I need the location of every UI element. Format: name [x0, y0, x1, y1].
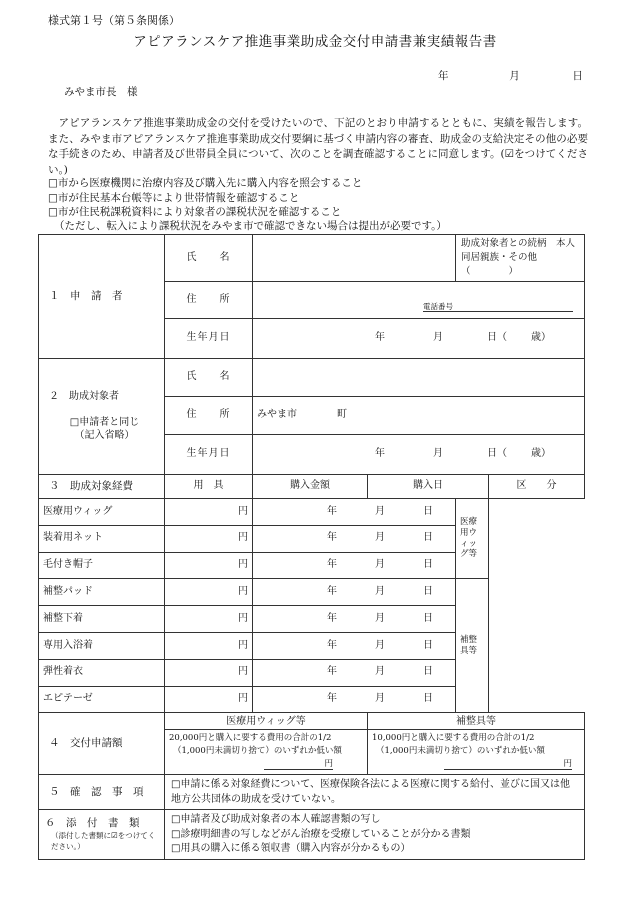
section4-label: ４ 交付申請額 — [39, 713, 165, 775]
expense-year: 年 — [327, 559, 337, 571]
expense-month: 月 — [375, 532, 385, 544]
expense-yen: 円 — [238, 639, 248, 651]
expense-amount-field[interactable] — [165, 552, 253, 579]
target-dob-year: 年 — [375, 448, 385, 460]
consent-check-2[interactable]: □市が住民基本台帳等により世帯情報を確認すること — [48, 191, 300, 204]
expense-item-label: 補整パッド — [39, 579, 165, 606]
category-wig: 医療用ウィッグ等 — [456, 499, 489, 579]
section5-label: ５ 確 認 事 項 — [39, 775, 165, 810]
expense-date-field[interactable] — [253, 579, 456, 606]
consent-check-3[interactable]: □市が住民税課税資料により対象者の課税状況を確認すること — [48, 206, 342, 218]
expense-row — [39, 499, 585, 526]
expense-amount-field[interactable] — [165, 659, 253, 686]
expense-amount-field[interactable] — [165, 525, 253, 552]
section2-label-cell — [39, 359, 165, 475]
expense-date-field[interactable] — [253, 686, 456, 713]
expense-row — [39, 579, 585, 606]
expense-item-label: 医療用ウィッグ — [39, 499, 165, 526]
target-name-field[interactable] — [253, 359, 585, 397]
application-table — [38, 234, 585, 860]
expense-month: 月 — [375, 559, 385, 571]
attach-check-2[interactable]: □診療明細書の写しなどがん治療を受療していることが分かる書類 — [171, 828, 471, 840]
expense-amount-field[interactable] — [165, 606, 253, 633]
expense-amount-field[interactable] — [165, 632, 253, 659]
grant-wig-cell[interactable] — [165, 713, 368, 775]
expense-year: 年 — [327, 639, 337, 651]
target-name-label: 氏 名 — [165, 359, 253, 397]
phone-label: 電話番号 — [423, 302, 573, 312]
expense-day: 日 — [423, 666, 433, 678]
expense-month: 月 — [375, 586, 385, 598]
applicant-dob-field[interactable] — [253, 319, 585, 359]
expense-date-field[interactable] — [253, 525, 456, 552]
expense-yen: 円 — [238, 693, 248, 705]
expense-month: 月 — [375, 612, 385, 624]
attachments-cell — [165, 810, 585, 860]
relation-title: 助成対象者との続柄 本人 — [461, 238, 576, 249]
expense-month: 月 — [375, 505, 385, 517]
expense-date-field[interactable] — [253, 499, 456, 526]
section6-label-cell — [39, 810, 165, 860]
applicant-address-field[interactable] — [253, 282, 585, 319]
expense-year: 年 — [327, 612, 337, 624]
expense-yen: 円 — [238, 532, 248, 544]
col-date-header: 購入日 — [368, 475, 489, 499]
grant-pros-line1: 10,000円と購入に要する費用の合計の1/2 — [372, 733, 535, 744]
col-category-header: 区 分 — [489, 475, 585, 499]
expense-yen: 円 — [238, 666, 248, 678]
expense-month: 月 — [375, 693, 385, 705]
form-id: 様式第１号（第５条関係） — [48, 14, 180, 27]
category-prosthetic: 補整具等 — [456, 579, 489, 713]
expense-item-label: 毛付き帽子 — [39, 552, 165, 579]
grant-wig-line1: 20,000円と購入に要する費用の合計の1/2 — [169, 733, 332, 744]
consent-checklist — [48, 176, 362, 220]
target-dob-age: 歳） — [531, 448, 551, 460]
expense-year: 年 — [327, 693, 337, 705]
grant-wig-header: 医療用ウィッグ等 — [165, 715, 367, 730]
applicant-name-label: 氏 名 — [165, 235, 253, 282]
relation-cell[interactable] — [456, 235, 585, 282]
date-day: 日 — [572, 70, 583, 82]
dob-age: 歳） — [531, 332, 551, 344]
same-as-applicant-note: （記入省略） — [74, 429, 135, 441]
target-dob-field[interactable] — [253, 435, 585, 475]
expense-day: 日 — [423, 612, 433, 624]
expense-year: 年 — [327, 666, 337, 678]
dob-month: 月 — [433, 332, 443, 344]
same-as-applicant-check[interactable]: □申請者と同じ — [69, 417, 140, 429]
grant-wig-yen: 円 — [264, 759, 333, 770]
expense-yen: 円 — [238, 559, 248, 571]
expense-row — [39, 686, 585, 713]
expense-year: 年 — [327, 586, 337, 598]
section6-sub: （添付した書類に☑をつけてください。） — [51, 831, 156, 852]
intro-text — [48, 116, 588, 178]
dob-day: 日（ — [487, 332, 507, 344]
expense-day: 日 — [423, 586, 433, 598]
form-title: アピアランスケア推進事業助成金交付申請書兼実績報告書 — [133, 34, 497, 50]
expense-item-label: エピテーゼ — [39, 686, 165, 713]
expense-yen: 円 — [238, 612, 248, 624]
expense-item-label: 装着用ネット — [39, 525, 165, 552]
section1-label: １ 申 請 者 — [39, 235, 165, 359]
addressee: みやま市長 様 — [64, 86, 138, 98]
expense-row — [39, 525, 585, 552]
expense-yen: 円 — [238, 505, 248, 517]
expense-day: 日 — [423, 559, 433, 571]
expense-item-label: 補整下着 — [39, 606, 165, 633]
grant-pros-line2: （1,000円未満切り捨て）のいずれか低い額 — [376, 746, 545, 757]
transfer-note: （ただし、転入により課税状況をみやま市で確認できない場合は提出が必要です。） — [54, 220, 447, 232]
confirm-check[interactable]: □申請に係る対象経費について、医療保険各法による医療に関する給付、並びに国又は他地方公共団体の助成を受けていない。 — [165, 775, 585, 810]
expense-row — [39, 632, 585, 659]
expense-day: 日 — [423, 532, 433, 544]
target-dob-month: 月 — [433, 448, 443, 460]
date-month: 月 — [509, 70, 520, 82]
dob-year: 年 — [375, 332, 385, 344]
expense-day: 日 — [423, 639, 433, 651]
expense-year: 年 — [327, 505, 337, 517]
expense-month: 月 — [375, 639, 385, 651]
date-year: 年 — [438, 70, 449, 82]
expense-date-field[interactable] — [253, 606, 456, 633]
expense-item-label: 専用入浴着 — [39, 632, 165, 659]
grant-pros-yen: 円 — [444, 759, 573, 770]
target-address-label: 住 所 — [165, 397, 253, 435]
expense-month: 月 — [375, 666, 385, 678]
expense-row — [39, 659, 585, 686]
expense-amount-field[interactable] — [165, 579, 253, 606]
section6-label: ６ 添 付 書 類 — [45, 817, 140, 830]
col-amount-header: 購入金額 — [253, 475, 368, 499]
intro-paragraph: アピアランスケア推進事業助成金の交付を受けたいので、下記のとおり申請するとともに、実績を報告します。また、みやま市アピアランスケア推進事業助成交付要綱に基づく申請内容の審査、助成金の支給決定その他の必要な手続きのため、申請者及び世帯員全員について、次のことを調査確認することに同意します。(☑をつけてください。) — [48, 117, 588, 176]
section2-label: ２ 助成対象者 — [49, 390, 119, 402]
target-address-field[interactable]: みやま市 町 — [253, 397, 585, 435]
applicant-name-field[interactable] — [253, 235, 456, 282]
grant-wig-line2: （1,000円未満切り捨て）のいずれか低い額 — [173, 746, 342, 757]
attach-check-3[interactable]: □用具の購入に係る領収書（購入内容が分かるもの） — [171, 843, 411, 855]
attach-check-1[interactable]: □申請者及び助成対象者の本人確認書類の写し — [171, 814, 381, 826]
date-line — [438, 70, 583, 83]
expense-date-field[interactable] — [253, 659, 456, 686]
expense-row — [39, 606, 585, 633]
expense-year: 年 — [327, 532, 337, 544]
grant-pros-header: 補整具等 — [368, 715, 584, 730]
expense-amount-field[interactable] — [165, 686, 253, 713]
expense-amount-field[interactable] — [165, 499, 253, 526]
expense-yen: 円 — [238, 586, 248, 598]
expense-item-label: 弾性着衣 — [39, 659, 165, 686]
applicant-dob-label: 生年月日 — [165, 319, 253, 359]
expense-date-field[interactable] — [253, 552, 456, 579]
relation-other: 同居親族・その他（ ） — [461, 252, 538, 277]
applicant-address-label: 住 所 — [165, 282, 253, 319]
expense-day: 日 — [423, 693, 433, 705]
expense-day: 日 — [423, 505, 433, 517]
target-dob-day: 日（ — [487, 448, 507, 460]
section3-label: ３ 助成対象経費 — [39, 475, 165, 499]
grant-prosthetic-cell[interactable] — [368, 713, 585, 775]
consent-check-1[interactable]: □市から医療機関に治療内容及び購入先に購入内容を照会すること — [48, 177, 363, 189]
expense-date-field[interactable] — [253, 632, 456, 659]
target-dob-label: 生年月日 — [165, 435, 253, 475]
expense-row — [39, 552, 585, 579]
col-item-header: 用 具 — [165, 475, 253, 499]
